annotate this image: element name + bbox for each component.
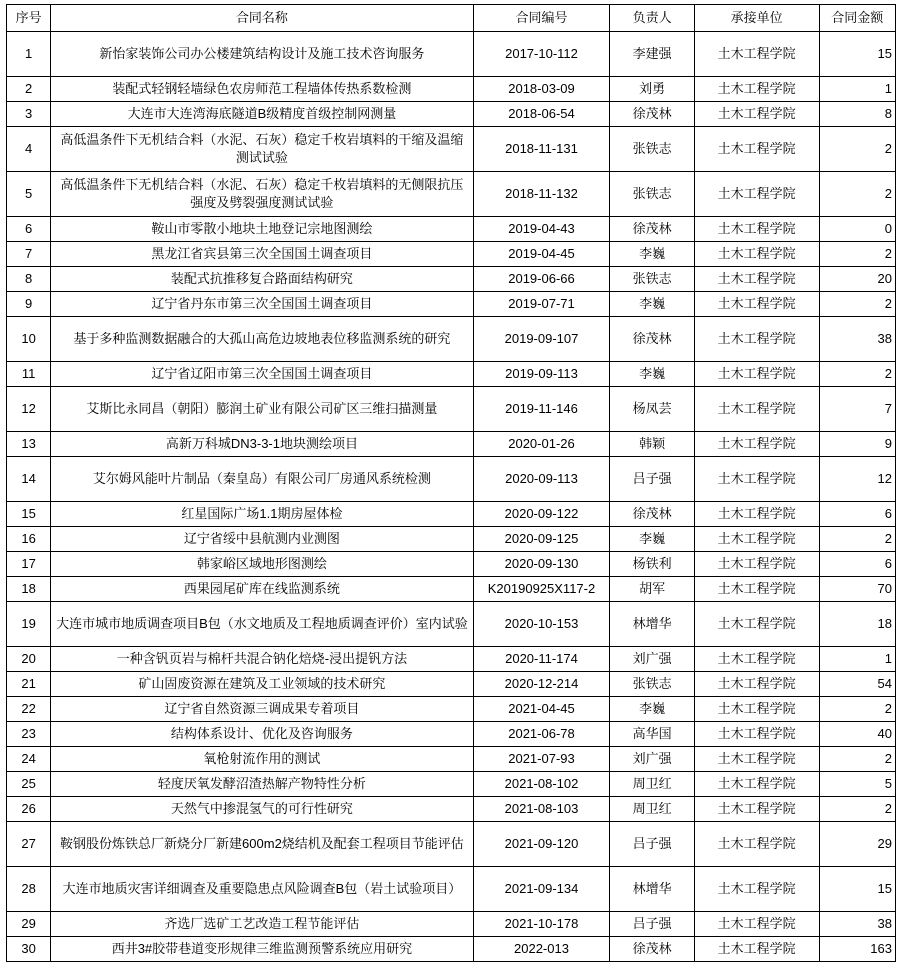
table-row: [7, 647, 896, 672]
column-header-amount: 合同金额: [819, 5, 895, 32]
table-row: [7, 552, 896, 577]
cell-seq: 23: [7, 722, 51, 747]
table-row: [7, 127, 896, 172]
cell-amount: 163: [819, 937, 895, 962]
cell-name: 一种含钒页岩与棉杆共混合钠化焙烧-浸出提钒方法: [51, 647, 473, 672]
cell-seq: 30: [7, 937, 51, 962]
cell-unit: 土木工程学院: [694, 937, 819, 962]
table-row: [7, 672, 896, 697]
cell-unit: 土木工程学院: [694, 647, 819, 672]
cell-person: 杨凤芸: [610, 387, 694, 432]
cell-person: 刘广强: [610, 647, 694, 672]
cell-name: 红星国际广场1.1期房屋体检: [51, 502, 473, 527]
cell-seq: 13: [7, 432, 51, 457]
cell-name: 辽宁省绥中县航测内业测图: [51, 527, 473, 552]
cell-name: 基于多种监测数据融合的大孤山高危边坡地表位移监测系统的研究: [51, 317, 473, 362]
cell-seq: 8: [7, 267, 51, 292]
cell-person: 高华国: [610, 722, 694, 747]
cell-amount: 1: [819, 647, 895, 672]
cell-unit: 土木工程学院: [694, 772, 819, 797]
cell-name: 艾斯比永同昌（朝阳）膨润土矿业有限公司矿区三维扫描测量: [51, 387, 473, 432]
cell-seq: 26: [7, 797, 51, 822]
cell-unit: 土木工程学院: [694, 127, 819, 172]
cell-unit: 土木工程学院: [694, 697, 819, 722]
cell-person: 周卫红: [610, 772, 694, 797]
cell-seq: 22: [7, 697, 51, 722]
table-row: [7, 722, 896, 747]
cell-person: 李巍: [610, 527, 694, 552]
cell-person: 林增华: [610, 602, 694, 647]
cell-amount: 2: [819, 292, 895, 317]
cell-person: 徐茂林: [610, 937, 694, 962]
cell-code: 2020-09-125: [473, 527, 610, 552]
cell-person: 李巍: [610, 362, 694, 387]
cell-person: 张铁志: [610, 267, 694, 292]
cell-amount: 15: [819, 32, 895, 77]
cell-name: 辽宁省辽阳市第三次全国国土调查项目: [51, 362, 473, 387]
cell-code: 2021-07-93: [473, 747, 610, 772]
cell-unit: 土木工程学院: [694, 102, 819, 127]
cell-name: 轻度厌氧发酵沼渣热解产物特性分析: [51, 772, 473, 797]
cell-name: 氧枪射流作用的测试: [51, 747, 473, 772]
cell-unit: 土木工程学院: [694, 457, 819, 502]
cell-unit: 土木工程学院: [694, 797, 819, 822]
cell-name: 新怡家装饰公司办公楼建筑结构设计及施工技术咨询服务: [51, 32, 473, 77]
cell-amount: 2: [819, 242, 895, 267]
cell-unit: 土木工程学院: [694, 912, 819, 937]
cell-code: 2017-10-112: [473, 32, 610, 77]
cell-seq: 19: [7, 602, 51, 647]
cell-code: 2021-10-178: [473, 912, 610, 937]
cell-name: 齐选厂选矿工艺改造工程节能评估: [51, 912, 473, 937]
table-row: [7, 432, 896, 457]
cell-amount: 18: [819, 602, 895, 647]
cell-amount: 1: [819, 77, 895, 102]
table-row: [7, 527, 896, 552]
cell-unit: 土木工程学院: [694, 362, 819, 387]
cell-name: 西井3#胶带巷道变形规律三维监测预警系统应用研究: [51, 937, 473, 962]
cell-unit: 土木工程学院: [694, 317, 819, 362]
cell-name: 矿山固废资源在建筑及工业领域的技术研究: [51, 672, 473, 697]
cell-unit: 土木工程学院: [694, 32, 819, 77]
cell-seq: 11: [7, 362, 51, 387]
cell-amount: 2: [819, 127, 895, 172]
cell-person: 胡军: [610, 577, 694, 602]
cell-person: 林增华: [610, 867, 694, 912]
cell-name: 鞍山市零散小地块土地登记宗地图测绘: [51, 217, 473, 242]
table-row: [7, 577, 896, 602]
cell-amount: 54: [819, 672, 895, 697]
cell-code: 2019-04-45: [473, 242, 610, 267]
cell-amount: 8: [819, 102, 895, 127]
table-row: [7, 387, 896, 432]
cell-amount: 5: [819, 772, 895, 797]
cell-person: 周卫红: [610, 797, 694, 822]
cell-code: 2019-06-66: [473, 267, 610, 292]
cell-seq: 7: [7, 242, 51, 267]
cell-code: 2022-013: [473, 937, 610, 962]
cell-unit: 土木工程学院: [694, 217, 819, 242]
table-row: [7, 912, 896, 937]
cell-seq: 2: [7, 77, 51, 102]
cell-name: 结构体系设计、优化及咨询服务: [51, 722, 473, 747]
cell-unit: 土木工程学院: [694, 527, 819, 552]
cell-seq: 6: [7, 217, 51, 242]
table-row: [7, 822, 896, 867]
cell-code: 2020-12-214: [473, 672, 610, 697]
cell-code: 2020-11-174: [473, 647, 610, 672]
cell-amount: 12: [819, 457, 895, 502]
cell-code: 2020-09-122: [473, 502, 610, 527]
cell-unit: 土木工程学院: [694, 292, 819, 317]
cell-unit: 土木工程学院: [694, 602, 819, 647]
column-header-code: 合同编号: [473, 5, 610, 32]
cell-amount: 2: [819, 697, 895, 722]
cell-unit: 土木工程学院: [694, 432, 819, 457]
cell-person: 李建强: [610, 32, 694, 77]
cell-code: 2018-03-09: [473, 77, 610, 102]
table-row: [7, 457, 896, 502]
cell-seq: 15: [7, 502, 51, 527]
cell-name: 大连市大连湾海底隧道B级精度首级控制网测量: [51, 102, 473, 127]
cell-code: 2018-11-131: [473, 127, 610, 172]
cell-amount: 15: [819, 867, 895, 912]
cell-name: 辽宁省丹东市第三次全国国土调查项目: [51, 292, 473, 317]
cell-person: 杨铁利: [610, 552, 694, 577]
cell-code: 2019-11-146: [473, 387, 610, 432]
cell-seq: 18: [7, 577, 51, 602]
cell-name: 辽宁省自然资源三调成果专着项目: [51, 697, 473, 722]
cell-seq: 14: [7, 457, 51, 502]
cell-amount: 7: [819, 387, 895, 432]
cell-name: 装配式抗推移复合路面结构研究: [51, 267, 473, 292]
cell-code: 2021-09-134: [473, 867, 610, 912]
cell-amount: 6: [819, 502, 895, 527]
cell-person: 刘广强: [610, 747, 694, 772]
column-header-unit: 承接单位: [694, 5, 819, 32]
cell-name: 天然气中掺混氢气的可行性研究: [51, 797, 473, 822]
cell-unit: 土木工程学院: [694, 77, 819, 102]
cell-amount: 40: [819, 722, 895, 747]
column-header-seq: 序号: [7, 5, 51, 32]
table-row: [7, 937, 896, 962]
cell-seq: 12: [7, 387, 51, 432]
cell-seq: 24: [7, 747, 51, 772]
cell-amount: 70: [819, 577, 895, 602]
cell-unit: 土木工程学院: [694, 747, 819, 772]
cell-seq: 20: [7, 647, 51, 672]
cell-unit: 土木工程学院: [694, 867, 819, 912]
table-row: [7, 102, 896, 127]
cell-code: 2020-01-26: [473, 432, 610, 457]
cell-unit: 土木工程学院: [694, 387, 819, 432]
cell-name: 装配式轻钢轻墙绿色农房师范工程墙体传热系数检测: [51, 77, 473, 102]
cell-person: 李巍: [610, 242, 694, 267]
cell-code: 2019-04-43: [473, 217, 610, 242]
cell-seq: 3: [7, 102, 51, 127]
cell-name: 黑龙江省宾县第三次全国国土调查项目: [51, 242, 473, 267]
cell-name: 高新万科城DN3-3-1地块测绘项目: [51, 432, 473, 457]
table-body: [7, 32, 896, 962]
cell-person: 韩颖: [610, 432, 694, 457]
cell-unit: 土木工程学院: [694, 552, 819, 577]
cell-amount: 2: [819, 362, 895, 387]
cell-unit: 土木工程学院: [694, 722, 819, 747]
cell-unit: 土木工程学院: [694, 172, 819, 217]
cell-unit: 土木工程学院: [694, 577, 819, 602]
cell-code: 2021-09-120: [473, 822, 610, 867]
cell-amount: 0: [819, 217, 895, 242]
cell-name: 西果园尾矿库在线监测系统: [51, 577, 473, 602]
cell-person: 吕子强: [610, 912, 694, 937]
table-row: [7, 292, 896, 317]
cell-name: 大连市城市地质调查项目B包（水文地质及工程地质调查评价）室内试验: [51, 602, 473, 647]
cell-seq: 17: [7, 552, 51, 577]
cell-seq: 21: [7, 672, 51, 697]
cell-seq: 25: [7, 772, 51, 797]
table-row: [7, 267, 896, 292]
cell-amount: 2: [819, 172, 895, 217]
cell-person: 徐茂林: [610, 102, 694, 127]
cell-code: 2021-08-103: [473, 797, 610, 822]
cell-code: K20190925X117-2: [473, 577, 610, 602]
cell-seq: 4: [7, 127, 51, 172]
cell-code: 2018-06-54: [473, 102, 610, 127]
cell-unit: 土木工程学院: [694, 502, 819, 527]
table-row: [7, 317, 896, 362]
cell-unit: 土木工程学院: [694, 267, 819, 292]
cell-code: 2021-04-45: [473, 697, 610, 722]
cell-person: 徐茂林: [610, 502, 694, 527]
table-row: [7, 217, 896, 242]
table-row: [7, 867, 896, 912]
cell-unit: 土木工程学院: [694, 672, 819, 697]
cell-person: 李巍: [610, 292, 694, 317]
cell-code: 2021-06-78: [473, 722, 610, 747]
cell-code: 2020-09-113: [473, 457, 610, 502]
cell-amount: 29: [819, 822, 895, 867]
header-row: [7, 5, 896, 32]
cell-amount: 6: [819, 552, 895, 577]
cell-person: 徐茂林: [610, 317, 694, 362]
cell-seq: 9: [7, 292, 51, 317]
cell-name: 高低温条件下无机结合料（水泥、石灰）稳定千枚岩填料的干缩及温缩测试试验: [51, 127, 473, 172]
cell-seq: 10: [7, 317, 51, 362]
cell-code: 2020-10-153: [473, 602, 610, 647]
cell-amount: 38: [819, 317, 895, 362]
cell-amount: 2: [819, 527, 895, 552]
cell-seq: 27: [7, 822, 51, 867]
column-header-person: 负责人: [610, 5, 694, 32]
table-header: [7, 5, 896, 32]
contract-table: [6, 4, 896, 962]
cell-name: 韩家峪区域地形图测绘: [51, 552, 473, 577]
cell-amount: 2: [819, 797, 895, 822]
cell-person: 徐茂林: [610, 217, 694, 242]
cell-person: 刘勇: [610, 77, 694, 102]
cell-code: 2021-08-102: [473, 772, 610, 797]
table-row: [7, 77, 896, 102]
table-row: [7, 747, 896, 772]
table-row: [7, 602, 896, 647]
cell-person: 吕子强: [610, 822, 694, 867]
table-row: [7, 172, 896, 217]
cell-seq: 1: [7, 32, 51, 77]
cell-code: 2019-09-107: [473, 317, 610, 362]
column-header-name: 合同名称: [51, 5, 473, 32]
cell-name: 大连市地质灾害详细调查及重要隐患点风险调查B包（岩土试验项目）: [51, 867, 473, 912]
cell-code: 2020-09-130: [473, 552, 610, 577]
cell-code: 2019-09-113: [473, 362, 610, 387]
cell-unit: 土木工程学院: [694, 242, 819, 267]
cell-code: 2019-07-71: [473, 292, 610, 317]
table-row: [7, 242, 896, 267]
cell-seq: 29: [7, 912, 51, 937]
cell-name: 鞍钢股份炼铁总厂新烧分厂新建600m2烧结机及配套工程项目节能评估: [51, 822, 473, 867]
cell-unit: 土木工程学院: [694, 822, 819, 867]
table-row: [7, 362, 896, 387]
cell-person: 张铁志: [610, 127, 694, 172]
cell-person: 张铁志: [610, 672, 694, 697]
cell-seq: 16: [7, 527, 51, 552]
cell-amount: 2: [819, 747, 895, 772]
cell-name: 艾尔姆风能叶片制品（秦皇岛）有限公司厂房通风系统检测: [51, 457, 473, 502]
cell-person: 张铁志: [610, 172, 694, 217]
cell-seq: 5: [7, 172, 51, 217]
cell-amount: 38: [819, 912, 895, 937]
table-row: [7, 772, 896, 797]
cell-amount: 20: [819, 267, 895, 292]
table-row: [7, 502, 896, 527]
cell-person: 李巍: [610, 697, 694, 722]
table-row: [7, 697, 896, 722]
cell-amount: 9: [819, 432, 895, 457]
table-row: [7, 32, 896, 77]
cell-seq: 28: [7, 867, 51, 912]
cell-name: 高低温条件下无机结合料（水泥、石灰）稳定千枚岩填料的无侧限抗压强度及劈裂强度测试试验: [51, 172, 473, 217]
table-row: [7, 797, 896, 822]
cell-person: 吕子强: [610, 457, 694, 502]
cell-code: 2018-11-132: [473, 172, 610, 217]
